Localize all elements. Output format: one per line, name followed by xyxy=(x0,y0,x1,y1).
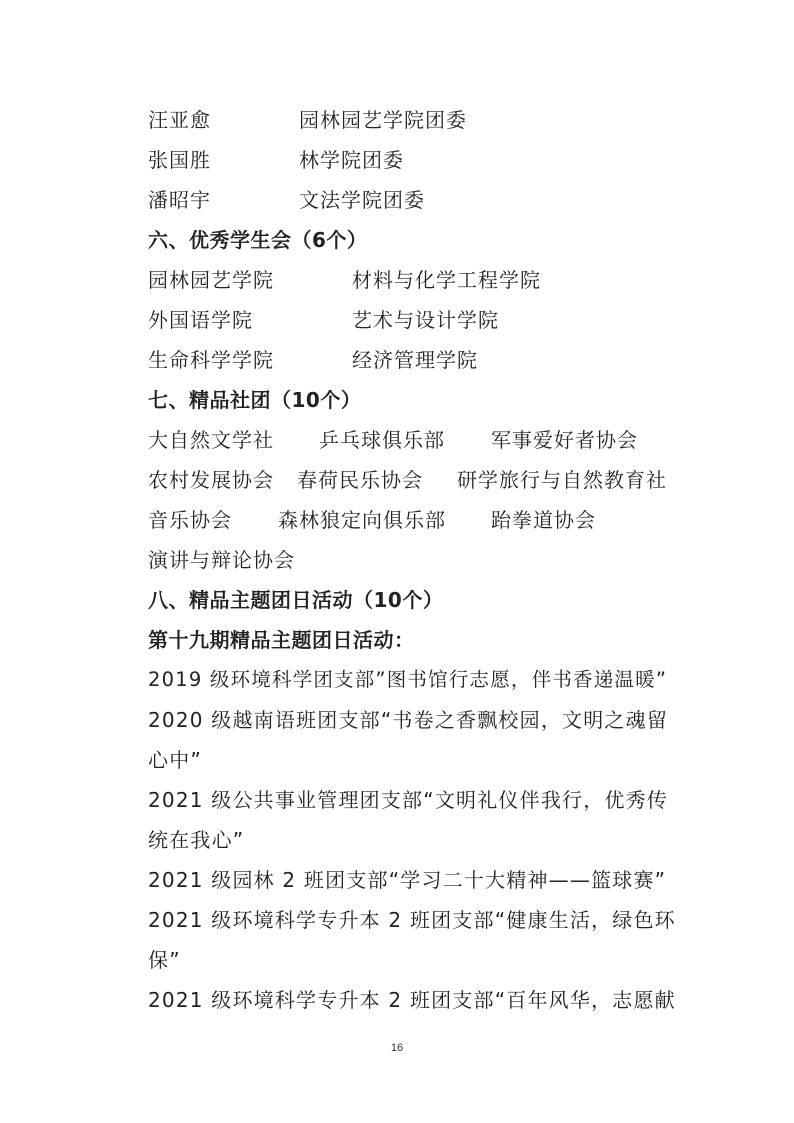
org-item: 经济管理学院 xyxy=(352,348,478,372)
person-unit: 文法学院团委 xyxy=(299,188,425,212)
org-item: 园林园艺学院 xyxy=(148,268,274,292)
person-name: 汪亚愈 xyxy=(148,108,211,132)
person-unit: 林学院团委 xyxy=(299,148,404,172)
person-name: 张国胜 xyxy=(148,148,211,172)
activity-line: 保” xyxy=(148,948,181,972)
activity-line: 2021 级环境科学专升本 2 班团支部“健康生活，绿色环 xyxy=(148,908,676,932)
club-item: 跆拳道协会 xyxy=(491,508,596,532)
club-item: 森林狼定向俱乐部 xyxy=(278,508,446,532)
org-item: 外国语学院 xyxy=(148,308,253,332)
activity-line: 2021 级园林 2 班团支部“学习二十大精神——篮球赛” xyxy=(148,868,667,892)
club-item: 春荷民乐协会 xyxy=(297,468,423,492)
club-item: 演讲与辩论协会 xyxy=(148,548,295,572)
club-item: 音乐协会 xyxy=(148,508,232,532)
person-name: 潘昭宇 xyxy=(148,188,211,212)
subsection-heading: 第十九期精品主题团日活动： xyxy=(148,628,415,652)
activity-line: 统在我心” xyxy=(148,828,245,852)
section-heading: 八、精品主题团日活动（10个） xyxy=(148,588,444,612)
club-item: 乒乓球俱乐部 xyxy=(319,428,445,452)
section-heading: 六、优秀学生会（6个） xyxy=(148,228,368,252)
org-item: 生命科学学院 xyxy=(148,348,274,372)
activity-line: 心中” xyxy=(148,748,202,772)
activity-line: 2021 级环境科学专升本 2 班团支部“百年风华，志愿献 xyxy=(148,988,676,1012)
activity-line: 2020 级越南语班团支部“书卷之香飘校园，文明之魂留 xyxy=(148,708,669,732)
club-item: 军事爱好者协会 xyxy=(491,428,638,452)
club-item: 大自然文学社 xyxy=(148,428,274,452)
club-item: 农村发展协会 xyxy=(148,468,274,492)
activity-line: 2021 级公共事业管理团支部“文明礼仪伴我行，优秀传 xyxy=(148,788,669,812)
person-unit: 园林园艺学院团委 xyxy=(299,108,467,132)
org-item: 材料与化学工程学院 xyxy=(352,268,541,292)
page-number: 16 xyxy=(390,1042,404,1054)
club-item: 研学旅行与自然教育社 xyxy=(457,468,667,492)
section-heading: 七、精品社团（10个） xyxy=(148,388,362,412)
org-item: 艺术与设计学院 xyxy=(352,308,499,332)
activity-line: 2019 级环境科学团支部”图书馆行志愿，伴书香递温暖” xyxy=(148,668,668,691)
